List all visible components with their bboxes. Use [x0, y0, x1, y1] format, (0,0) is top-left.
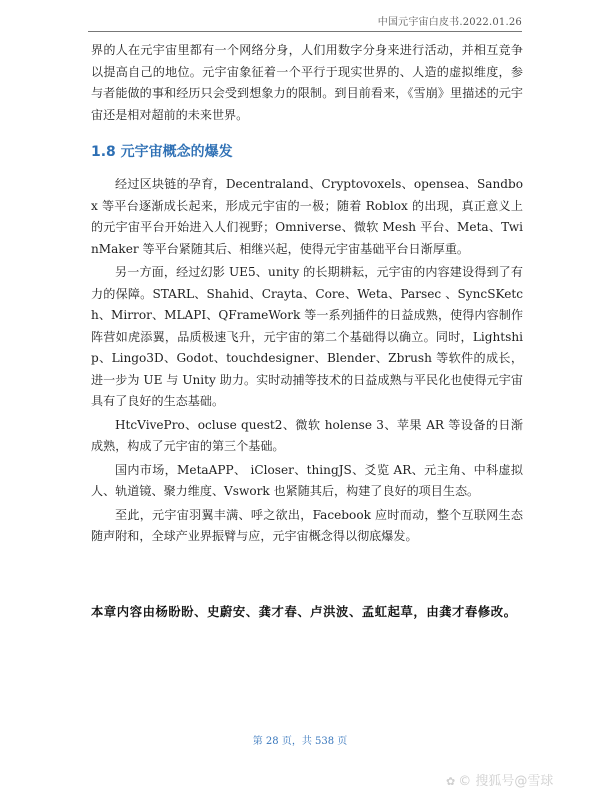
paragraph-conclusion: 至此，元宇宙羽翼丰满、呼之欲出，Facebook 应时而动，整个互联网生态随声附和，全球产业界振臂与应，元宇宙概念得以彻底爆发。: [91, 507, 523, 543]
paragraph-domestic-market: 国内市场，MetaAPP、 iCloser、thingJS、爻览 AR、元主角、中科虚拟人、轨道镜、聚力维度、Vswork 也紧随其后，构建了良好的项目生态。: [91, 462, 523, 498]
paragraph-devices: HtcVivePro、ocluse quest2、微软 holense 3、苹果 AR 等设备的日渐成熟，构成了元宇宙的第三个基础。: [91, 417, 523, 453]
page-body: [91, 40, 523, 548]
header-divider: [88, 31, 522, 32]
source-watermark: [446, 770, 553, 789]
wechat-watermark-icon: ✿: [446, 775, 456, 788]
intro-paragraph: 界的人在元宇宙里都有一个网络分身，人们用数字分身来进行活动，并相互竞争以提高自己的地位。元宇宙象征着一个平行于现实世界的、人造的虚拟维度，参与者能做的事和经历只会受到想象力的限制。到目前看来，《雪崩》里描述的元宇宙还是相对超前的未来世界。: [91, 43, 523, 122]
section-heading: 1.8 元宇宙概念的爆发: [91, 144, 233, 160]
chapter-credit-note: 本章内容由杨盼盼、史蔚安、龚才春、卢洪波、孟虹起草，由龚才春修改。: [91, 605, 517, 619]
page-number-footer: 第 28 页，共 538 页: [252, 736, 348, 747]
running-header: 中国元宇宙白皮书.2022.01.26: [377, 17, 522, 28]
paragraph-blockchain-platforms: 经过区块链的孕育，Decentraland、Cryptovoxels、opensea、Sandbox 等平台逐渐成长起来，形成元宇宙的一极；随着 Roblox 的出现，真正意义上的元宇宙平台开始进入人们视野；Omniverse、微软 Mesh 平台、Meta、TwinMaker 等平台紧随其后、相继兴起，使得元宇宙基础平台日渐厚重。: [91, 177, 523, 256]
watermark-text: © 搜狐号@雪球: [458, 774, 554, 789]
paragraph-content-tools: 另一方面，经过幻影 UE5、unity 的长期耕耘，元宇宙的内容建设得到了有力的保障。STARL、Shahid、Crayta、Core、Weta、Parsec 、SyncSKetch、Mirror、MLAPI、QFrameWork 等一系列插件的日益成熟，使得内容制作阵营如虎添翼，品质极速飞升，元宇宙的第二个基础得以确立。同时，Lightship、Lingo3D、Godot、touchdesigner、Blender、Zbrush 等软件的成长，进一步为 UE 与 Unity 助力。实时动捕等技术的日益成熟与平民化也使得元宇宙具有了良好的生态基础。: [91, 265, 523, 408]
